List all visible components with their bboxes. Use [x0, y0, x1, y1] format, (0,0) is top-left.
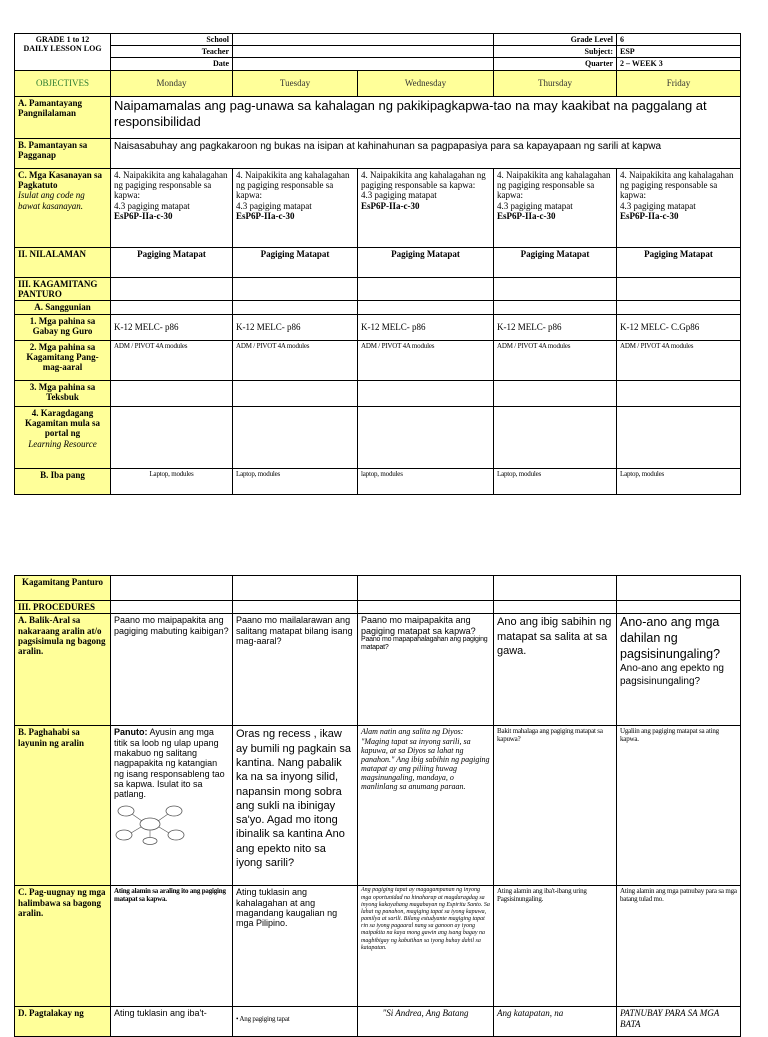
pag-uugnay-tuesday: Ating tuklasin ang kahalagahan at ang magandang kaugalian ng mga Pilipino.: [233, 886, 358, 1007]
empty-cell: [494, 301, 617, 314]
nilalaman-wednesday: Pagiging Matapat: [358, 247, 494, 277]
empty-cell: [617, 301, 741, 314]
iba-pang-friday: Laptop, modules: [617, 468, 741, 494]
kasanayan-monday: [111, 168, 233, 247]
empty-cell: [233, 277, 358, 301]
empty-cell: [358, 406, 494, 468]
competency-text: 4. Naipakikita ang kahalagahan ng pagiging responsable sa kapwa:: [361, 169, 486, 190]
date-value[interactable]: [233, 58, 494, 70]
balik-aral-wednesday-cell: [358, 614, 494, 726]
iba-pang-monday: Laptop, modules: [111, 468, 233, 494]
competency-text: 4. Naipakikita ang kahalagahan ng pagiging responsable sa kapwa:: [620, 169, 734, 201]
competency-sub: 4.3 pagiging matapat: [114, 200, 190, 211]
paghahabi-monday: [111, 726, 233, 886]
empty-cell: [494, 601, 617, 614]
empty-cell: [494, 406, 617, 468]
pang-mag-aaral-wednesday: ADM / PIVOT 4A modules: [358, 340, 494, 380]
pagtalakay-friday: PATNUBAY PARA SA MGA BATA: [617, 1007, 741, 1037]
competency-sub: 4.3 pagiging matapat: [620, 200, 696, 211]
competency-text: 4. Naipakikita ang kahalagahan ng pagiging responsable sa kapwa:: [236, 169, 350, 201]
kasanayan-friday: [617, 168, 741, 247]
empty-cell: [358, 601, 494, 614]
panuto-text: Ayusin ang mga titik sa loob ng ulap upang makabuo ng salitang nagpapakita ng katangian ng isang responsableng tao sa kapwa. Isulat ito sa patlang.: [114, 727, 225, 800]
kasanayan-tuesday: [233, 168, 358, 247]
kasanayan-wednesday: [358, 168, 494, 247]
teacher-value[interactable]: [233, 46, 494, 58]
school-label: School: [111, 34, 233, 46]
day-thursday: Thursday: [494, 70, 617, 96]
empty-cell: [111, 576, 233, 601]
paghahabi-friday: Ugaliin ang pagiging matapat sa ating kapwa.: [617, 726, 741, 886]
balik-aral-friday-q2: Ano-ano ang epekto ng pagsisinungaling?: [620, 663, 724, 688]
empty-cell: [494, 380, 617, 406]
teacher-label: Teacher: [111, 46, 233, 58]
lesson-log-table-procedures: [14, 575, 741, 1037]
subject-value[interactable]: ESP: [617, 46, 741, 58]
empty-cell: [617, 576, 741, 601]
gabay-tuesday: K-12 MELC- p86: [233, 314, 358, 340]
empty-cell: [111, 406, 233, 468]
paghahabi-wednesday: Alam natin ang salita ng Diyos: "Maging tapat sa inyong sarili, sa kapuwa, at sa Diyos sa lahat ng panahon." Ang ibig sabihin ng pagiging matapat ay ang piliing huwag magsinungaling, mandaya, o manlinlang sa anumang paraan.: [358, 726, 494, 886]
gabay-wednesday: K-12 MELC- p86: [358, 314, 494, 340]
pagtalakay-label: D. Pagtalakay ng: [15, 1007, 111, 1037]
date-label: Date: [111, 58, 233, 70]
competency-code: EsP6P-IIa-c-30: [114, 210, 173, 221]
nilalaman-tuesday: Pagiging Matapat: [233, 247, 358, 277]
balik-aral-tuesday: Paano mo mailalarawan ang salitang matapat bilang isang mag-aaral?: [233, 614, 358, 726]
kasanayan-label: C. Mga Kasanayan sa Pagkatuto: [18, 169, 103, 190]
gabay-thursday: K-12 MELC- p86: [494, 314, 617, 340]
kasanayan-label-cell: [15, 168, 111, 247]
nilalaman-monday: Pagiging Matapat: [111, 247, 233, 277]
pagtalakay-tuesday: • Ang pagiging tapat: [233, 1007, 358, 1037]
iba-pang-thursday: Laptop, modules: [494, 468, 617, 494]
competency-sub: 4.3 pagiging matapat: [361, 190, 437, 201]
day-friday: Friday: [617, 70, 741, 96]
grade-level-value[interactable]: 6: [617, 34, 741, 46]
pag-uugnay-monday: Ating alamin sa araling ito ang pagiging matapat sa kapwa.: [111, 886, 233, 1007]
kagamitang-panturo-label: III. KAGAMITANG PANTURO: [15, 277, 111, 301]
pagtalakay-thursday: Ang katapatan, na: [494, 1007, 617, 1037]
pag-uugnay-thursday: Ating alamin ang iba't-ibang uring Pagsisinungaling.: [494, 886, 617, 1007]
empty-cell: [617, 380, 741, 406]
balik-aral-wednesday-q1: Paano mo maipapakita ang pagiging matapat sa kapwa?: [361, 615, 476, 636]
pagtalakay-monday: Ating tuklasin ang iba't-: [111, 1007, 233, 1037]
log-title: DAILY LESSON LOG: [23, 44, 102, 54]
day-wednesday: Wednesday: [358, 70, 494, 96]
nilalaman-label: II. NILALAMAN: [15, 247, 111, 277]
subject-label: Subject:: [494, 46, 617, 58]
empty-cell: [233, 301, 358, 314]
procedures-label: III. PROCEDURES: [15, 601, 111, 614]
iba-pang-label: B. Iba pang: [15, 468, 111, 494]
pamantayan-sa-pagganap-text: Naisasabuhay ang pagkakaroon ng bukas na isipan at kahinahunan sa pagpapasiya para sa kapayapaan ng sarili at kapwa: [111, 138, 741, 168]
objectives-header: OBJECTIVES: [15, 70, 111, 96]
balik-aral-monday: Paano mo maipapakita ang pagiging mabuting kaibigan?: [111, 614, 233, 726]
word-cloud-diagram-icon: [114, 803, 186, 845]
competency-code: EsP6P-IIa-c-30: [361, 200, 420, 211]
iba-pang-tuesday: Laptop, modules: [233, 468, 358, 494]
pang-mag-aaral-friday: ADM / PIVOT 4A modules: [617, 340, 741, 380]
balik-aral-thursday: Ano ang ibig sabihin ng matapat sa salita at sa gawa.: [494, 614, 617, 726]
pamantayang-pangnilalaman-text: Naipamamalas ang pag-unawa sa kahalagan ng pakikipagkapwa-tao na may kaakibat na paggalang at responsibilidad: [111, 96, 741, 138]
pag-uugnay-label: C. Pag-uugnay ng mga halimbawa sa bagong aralin.: [15, 886, 111, 1007]
paghahabi-label: B. Paghahabi sa layunin ng aralin: [15, 726, 111, 886]
empty-cell: [111, 380, 233, 406]
grade-level-label: Grade Level: [494, 34, 617, 46]
paghahabi-tuesday: Oras ng recess , ikaw ay bumili ng pagkain sa kantina. Nang pabalik ka na sa inyong silid, napansin mong sobra ang sukli na ibinigay sa'yo. Agad mo itong ibinalik sa kantina Ano ang epekto nito sa iyong sarili?: [233, 726, 358, 886]
kagamitang-pang-mag-aaral-label: 2. Mga pahina sa Kagamitang Pang-mag-aaral: [15, 340, 111, 380]
pang-mag-aaral-monday: ADM / PIVOT 4A modules: [111, 340, 233, 380]
empty-cell: [233, 601, 358, 614]
log-title-cell: [15, 34, 111, 71]
competency-sub: 4.3 pagiging matapat: [236, 200, 312, 211]
paghahabi-thursday: Bakit mahalaga ang pagiging matapat sa kapuwa?: [494, 726, 617, 886]
competency-code: EsP6P-IIa-c-30: [497, 210, 556, 221]
kasanayan-sub: Isulat ang code ng bawat kasanayan.: [18, 190, 85, 211]
pamantayan-sa-pagganap-label: B. Pamantayan sa Pagganap: [15, 138, 111, 168]
empty-cell: [358, 277, 494, 301]
pag-uugnay-friday: Ating alamin ang mga patnubay para sa mga batang tulad mo.: [617, 886, 741, 1007]
balik-aral-wednesday-q2: Paano mo mapapahalagahan ang pagiging matapat?: [361, 636, 488, 652]
competency-code: EsP6P-IIa-c-30: [236, 210, 295, 221]
panuto-label: Panuto:: [114, 727, 148, 738]
nilalaman-friday: Pagiging Matapat: [617, 247, 741, 277]
kasanayan-thursday: [494, 168, 617, 247]
sanggunian-label: A. Sanggunian: [15, 301, 111, 314]
iba-pang-wednesday: laptop, modules: [358, 468, 494, 494]
pag-uugnay-wednesday: Ang pagiging tapat ay magagampanan ng inyong mga oportunidad na hinaharap at magdaragdag sa inyong kakayahang magabayan ng Espiritu Santo. Sa lahat ng panahon, magiging tapat sa iyong kapuwa, pamilya at sarili. Bilang estudyante magiging tapat rin sa iyong pagaaral nang sa ganoon ay iyong maipakita na kaya mong gawin ang isang bagay na magbibigay ng kabutihan sa iyong buhay dahil sa katapatan.: [358, 886, 494, 1007]
empty-cell: [111, 277, 233, 301]
competency-code: EsP6P-IIa-c-30: [620, 210, 679, 221]
empty-cell: [617, 277, 741, 301]
empty-cell: [358, 380, 494, 406]
empty-cell: [111, 301, 233, 314]
empty-cell: [617, 601, 741, 614]
lesson-log-table-top: [14, 33, 741, 495]
gabay-ng-guro-label: 1. Mga pahina sa Gabay ng Guro: [15, 314, 111, 340]
pagtalakay-wednesday: "Si Andrea, Ang Batang: [358, 1007, 494, 1037]
quarter-value[interactable]: 2 – WEEK 3: [617, 58, 741, 70]
nilalaman-thursday: Pagiging Matapat: [494, 247, 617, 277]
empty-cell: [494, 576, 617, 601]
grade-range: GRADE 1 to 12: [35, 35, 90, 44]
balik-aral-friday-cell: [617, 614, 741, 726]
kagamitang-panturo-label-2: Kagamitang Panturo: [15, 576, 111, 601]
day-tuesday: Tuesday: [233, 70, 358, 96]
competency-text: 4. Naipakikita ang kahalagahan ng pagiging responsable sa kapwa:: [114, 169, 228, 201]
learning-resource-label: Learning Resource: [28, 438, 97, 449]
pamantayang-pangnilalaman-label: A. Pamantayang Pangnilalaman: [15, 96, 111, 138]
competency-sub: 4.3 pagiging matapat: [497, 200, 573, 211]
empty-cell: [358, 301, 494, 314]
karagdagang-kagamitan-label-cell: [15, 406, 111, 468]
karagdagang-kagamitan-label: 4. Karagdagang Kagamitan mula sa portal ng: [24, 407, 100, 439]
pang-mag-aaral-thursday: ADM / PIVOT 4A modules: [494, 340, 617, 380]
competency-text: 4. Naipakikita ang kahalagahan ng pagiging responsable sa kapwa:: [497, 169, 611, 201]
balik-aral-label: A. Balik-Aral sa nakaraang aralin at/o pagsisimula ng bagong aralin.: [15, 614, 111, 726]
empty-cell: [494, 277, 617, 301]
balik-aral-friday-q1: Ano-ano ang mga dahilan ng pagsisinungaling?: [620, 615, 721, 661]
empty-cell: [111, 601, 233, 614]
empty-cell: [617, 406, 741, 468]
quarter-label: Quarter: [494, 58, 617, 70]
empty-cell: [233, 576, 358, 601]
day-monday: Monday: [111, 70, 233, 96]
pang-mag-aaral-tuesday: ADM / PIVOT 4A modules: [233, 340, 358, 380]
teksbuk-label: 3. Mga pahina sa Teksbuk: [15, 380, 111, 406]
empty-cell: [233, 380, 358, 406]
school-value[interactable]: [233, 34, 494, 46]
gabay-monday: K-12 MELC- p86: [111, 314, 233, 340]
gabay-friday: K-12 MELC- C.Gp86: [617, 314, 741, 340]
empty-cell: [358, 576, 494, 601]
empty-cell: [233, 406, 358, 468]
